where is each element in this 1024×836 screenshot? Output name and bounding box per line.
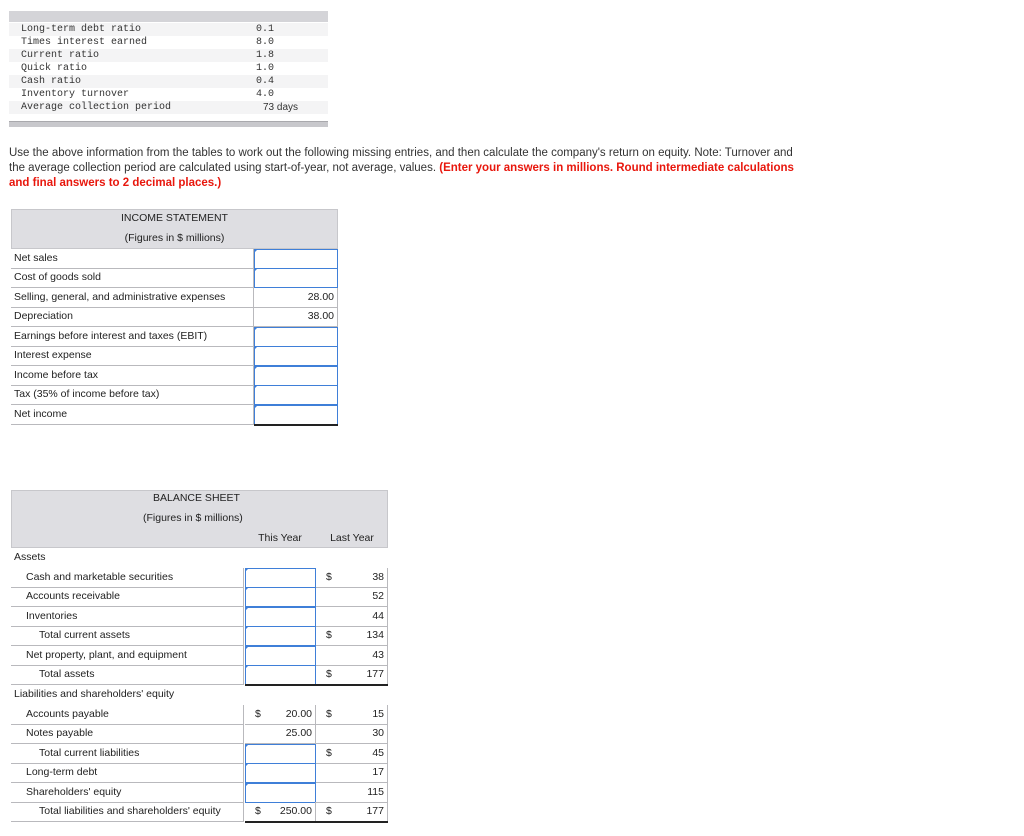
ratio-row bbox=[9, 88, 328, 101]
total-current-assets-this-year-input[interactable] bbox=[245, 626, 316, 646]
ratio-label: Cash ratio bbox=[21, 76, 82, 87]
instructions-text: Use the above information from the tables to work out the following missing entries, and then calculate the company's return on equity. Note: Turnover and the average collection period are calculated using start-of-year, not average, values. bbox=[9, 147, 793, 174]
inventories-this-year-input[interactable] bbox=[245, 607, 316, 627]
cash-last-year-value: 38 bbox=[372, 571, 384, 583]
income-statement-subtitle: (Figures in $ millions) bbox=[124, 232, 225, 244]
ratio-table-footer bbox=[9, 121, 328, 127]
total-liabilities-equity-this-year-value: 250.00 bbox=[279, 805, 312, 817]
inventories-last-year-cell bbox=[316, 607, 388, 627]
currency-symbol: $ bbox=[326, 708, 332, 720]
ratio-table-header bbox=[9, 11, 328, 22]
ppe-last-year-cell bbox=[316, 646, 388, 666]
shareholders-equity-last-year-value: 115 bbox=[367, 786, 384, 798]
currency-symbol: $ bbox=[255, 805, 261, 817]
is-label-interest: Interest expense bbox=[11, 346, 254, 366]
ratio-value: 1.0 bbox=[256, 63, 275, 74]
bs-label-long-term-debt: Long-term debt bbox=[11, 763, 244, 783]
is-label-ebit: Earnings before interest and taxes (EBIT) bbox=[11, 327, 254, 347]
receivables-this-year-input[interactable] bbox=[245, 587, 316, 607]
ratio-row bbox=[9, 49, 328, 62]
bs-label-inventories: Inventories bbox=[11, 607, 244, 627]
liabilities-heading: Liabilities and shareholders' equity bbox=[14, 688, 175, 700]
net-income-input[interactable] bbox=[254, 405, 338, 425]
ratio-row bbox=[9, 62, 328, 75]
total-current-assets-last-year-value: 134 bbox=[366, 629, 384, 641]
total-liab-this-year-underline bbox=[245, 821, 316, 823]
total-current-assets-last-year-cell bbox=[316, 626, 388, 646]
bs-label-total-current-liabilities: Total current liabilities bbox=[11, 744, 244, 764]
bs-label-total-liabilities-equity: Total liabilities and shareholders' equity bbox=[11, 802, 244, 822]
is-label-net-income: Net income bbox=[11, 405, 254, 425]
ratio-label: Long-term debt ratio bbox=[21, 24, 142, 35]
ratio-value: 8.0 bbox=[256, 37, 275, 48]
notes-payable-last-year-value: 30 bbox=[372, 727, 384, 739]
col-this-year: This Year bbox=[258, 532, 302, 544]
ratio-value: 0.4 bbox=[256, 76, 275, 87]
bs-label-receivables: Accounts receivable bbox=[11, 587, 244, 607]
is-label-sga: Selling, general, and administrative expenses bbox=[11, 288, 254, 308]
receivables-last-year-value: 52 bbox=[372, 590, 384, 602]
shareholders-equity-this-year-input[interactable] bbox=[245, 783, 316, 803]
shareholders-equity-last-year-cell bbox=[316, 783, 388, 803]
accounts-payable-last-year-value: 15 bbox=[372, 708, 384, 720]
currency-symbol: $ bbox=[326, 629, 332, 641]
total-assets-last-year-value: 177 bbox=[366, 668, 384, 680]
income-before-tax-input[interactable] bbox=[254, 366, 338, 386]
bs-label-total-assets: Total assets bbox=[11, 665, 244, 685]
tax-input[interactable] bbox=[254, 385, 338, 405]
cash-this-year-input[interactable] bbox=[245, 568, 316, 588]
bs-label-notes-payable: Notes payable bbox=[11, 724, 244, 744]
long-term-debt-this-year-input[interactable] bbox=[245, 763, 316, 783]
ratio-value: 1.8 bbox=[256, 50, 275, 61]
ppe-this-year-input[interactable] bbox=[245, 646, 316, 666]
bs-label-shareholders-equity: Shareholders' equity bbox=[11, 783, 244, 803]
currency-symbol: $ bbox=[255, 708, 261, 720]
balance-sheet-subtitle: (Figures in $ millions) bbox=[143, 512, 243, 524]
total-current-liabilities-last-year-value: 45 bbox=[372, 747, 384, 759]
ratio-value: 0.1 bbox=[256, 24, 275, 35]
total-assets-last-year-underline bbox=[316, 684, 388, 686]
total-assets-this-year-input[interactable] bbox=[245, 665, 316, 685]
ratio-label: Inventory turnover bbox=[21, 89, 130, 100]
instructions-emphasis: (Enter your answers in millions. Round intermediate calculations and final answers to 2 decimal places.) bbox=[9, 162, 794, 189]
is-label-net-sales: Net sales bbox=[11, 249, 254, 269]
receivables-last-year-cell bbox=[316, 587, 388, 607]
total-assets-last-year-cell bbox=[316, 665, 388, 685]
ratio-label: Times interest earned bbox=[21, 37, 148, 48]
total-current-liabilities-this-year-input[interactable] bbox=[245, 744, 316, 764]
is-label-tax: Tax (35% of income before tax) bbox=[11, 385, 254, 405]
ratio-label: Average collection period bbox=[21, 102, 172, 113]
col-last-year: Last Year bbox=[330, 532, 374, 544]
assets-heading: Assets bbox=[14, 551, 46, 563]
accounts-payable-last-year-cell bbox=[316, 705, 388, 725]
bs-label-total-current-assets: Total current assets bbox=[11, 626, 244, 646]
is-label-income-before-tax: Income before tax bbox=[11, 366, 254, 386]
total-current-liabilities-last-year-cell bbox=[316, 744, 388, 764]
total-liabilities-equity-last-year-cell bbox=[316, 802, 388, 822]
total-liab-last-year-underline bbox=[316, 821, 388, 823]
currency-symbol: $ bbox=[326, 747, 332, 759]
currency-symbol: $ bbox=[326, 805, 332, 817]
ratio-row bbox=[9, 23, 328, 36]
is-label-depreciation: Depreciation bbox=[11, 307, 254, 327]
bs-label-cash: Cash and marketable securities bbox=[11, 568, 244, 588]
accounts-payable-this-year-cell bbox=[245, 705, 316, 725]
ppe-last-year-value: 43 bbox=[372, 649, 384, 661]
bs-label-accounts-payable: Accounts payable bbox=[11, 705, 244, 725]
total-liabilities-equity-this-year-cell bbox=[245, 802, 316, 822]
is-label-cogs: Cost of goods sold bbox=[11, 268, 254, 288]
depreciation-value: 38.00 bbox=[254, 307, 338, 327]
total-assets-this-year-underline bbox=[245, 684, 316, 686]
ratio-label: Current ratio bbox=[21, 50, 100, 61]
inventories-last-year-value: 44 bbox=[372, 610, 384, 622]
notes-payable-this-year-cell bbox=[245, 724, 316, 744]
currency-symbol: $ bbox=[326, 571, 332, 583]
income-statement-title: INCOME STATEMENT bbox=[121, 212, 228, 224]
instructions bbox=[9, 146, 809, 191]
balance-sheet-title: BALANCE SHEET bbox=[153, 492, 240, 504]
net-income-underline bbox=[254, 424, 338, 426]
long-term-debt-last-year-cell bbox=[316, 763, 388, 783]
ratio-row bbox=[9, 36, 328, 49]
net-sales-input[interactable] bbox=[254, 249, 338, 269]
long-term-debt-last-year-value: 17 bbox=[372, 766, 384, 778]
cash-last-year-cell bbox=[316, 568, 388, 588]
accounts-payable-this-year-value: 20.00 bbox=[285, 708, 312, 720]
cogs-input[interactable] bbox=[254, 268, 338, 288]
ebit-input[interactable] bbox=[254, 327, 338, 347]
ratio-value: 4.0 bbox=[256, 89, 275, 100]
bs-label-ppe: Net property, plant, and equipment bbox=[11, 646, 244, 666]
ratio-value: 73 days bbox=[263, 102, 299, 113]
interest-expense-input[interactable] bbox=[254, 346, 338, 366]
ratio-row bbox=[9, 75, 328, 88]
sga-value: 28.00 bbox=[254, 288, 338, 308]
currency-symbol: $ bbox=[326, 668, 332, 680]
ratio-label: Quick ratio bbox=[21, 63, 88, 74]
notes-payable-this-year-value: 25.00 bbox=[285, 727, 312, 739]
total-liabilities-equity-last-year-value: 177 bbox=[366, 805, 384, 817]
ratio-row bbox=[9, 101, 328, 114]
notes-payable-last-year-cell bbox=[316, 724, 388, 744]
